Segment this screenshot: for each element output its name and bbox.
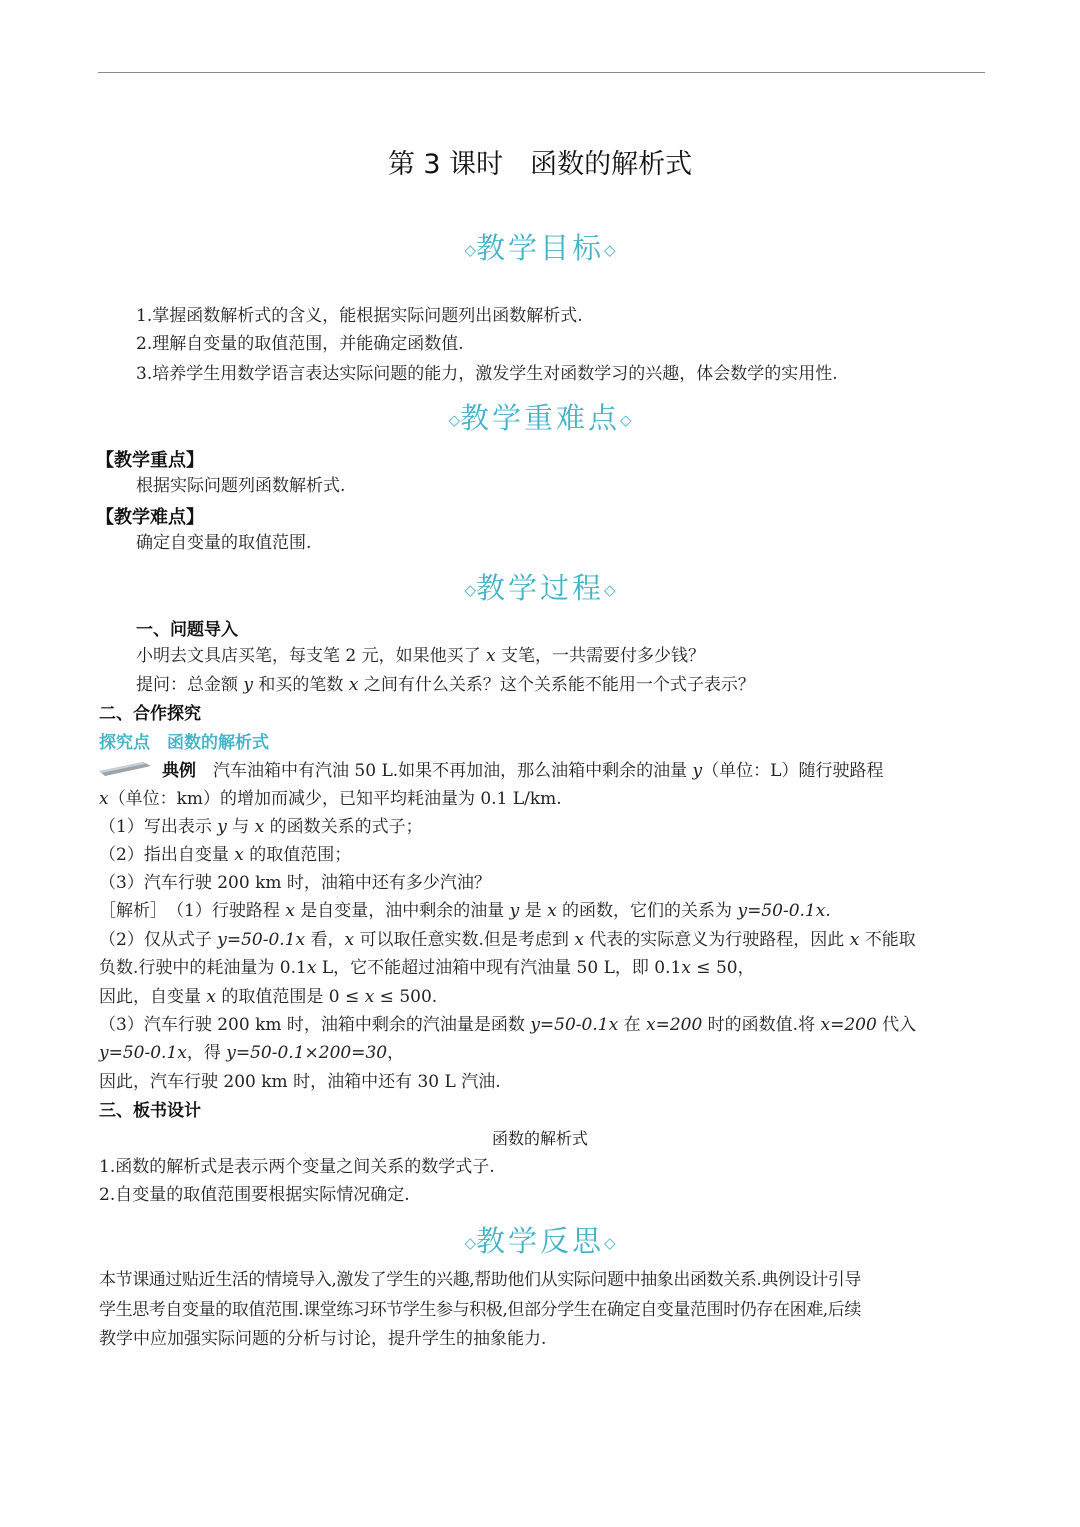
goal-item: 2.理解自变量的取值范围，并能确定函数值. bbox=[136, 334, 464, 354]
section-heading-keypoints: ◇教学重难点◇ bbox=[448, 401, 632, 435]
reflection-line: 教学中应加强实际问题的分析与讨论，提升学生的抽象能力. bbox=[99, 1329, 547, 1349]
example-marker-icon bbox=[99, 762, 151, 776]
diamond-icon: ◇ bbox=[464, 241, 476, 259]
diamond-icon: ◇ bbox=[448, 411, 460, 429]
header-rule bbox=[98, 72, 985, 73]
intro-prompt: 提问：总金额 y 和买的笔数 x 之间有什么关系？这个关系能不能用一个式子表示？ bbox=[136, 675, 755, 695]
answer-2-line-3: 因此，自变量 x 的取值范围是 0 ≤ x ≤ 500. bbox=[99, 987, 438, 1007]
lesson-title: 第 3 课时 函数的解析式 bbox=[387, 149, 693, 180]
board-item: 2.自变量的取值范围要根据实际情况确定. bbox=[99, 1185, 410, 1205]
answer-3-line-2: y=50-0.1x，得 y=50-0.1×200=30， bbox=[99, 1043, 405, 1063]
question-2: （2）指出自变量 x 的取值范围； bbox=[99, 845, 352, 865]
board-title: 函数的解析式 bbox=[491, 1129, 588, 1148]
goal-item: 1.掌握函数解析式的含义，能根据实际问题列出函数解析式. bbox=[136, 306, 583, 326]
goal-item: 3.培养学生用数学语言表达实际问题的能力，激发学生对函数学习的兴趣，体会数学的实用性. bbox=[136, 364, 838, 384]
intro-question: 小明去文具店买笔，每支笔 2 元，如果他买了 x 支笔，一共需要付多少钱？ bbox=[136, 646, 706, 666]
part3-heading: 三、板书设计 bbox=[99, 1101, 201, 1121]
diamond-icon: ◇ bbox=[604, 241, 616, 259]
section-heading-reflection: ◇教学反思◇ bbox=[464, 1224, 616, 1258]
answer-2-line-2: 负数.行驶中的耗油量为 0.1x L，它不能超过油箱中现有汽油量 50 L，即 0.1x ≤ 50， bbox=[99, 958, 755, 978]
diamond-icon: ◇ bbox=[620, 411, 632, 429]
focus-label: 【教学重点】 bbox=[96, 450, 204, 471]
answer-3-line-3: 因此，汽车行驶 200 km 时，油箱中还有 30 L 汽油. bbox=[99, 1072, 501, 1092]
section-heading-process: ◇教学过程◇ bbox=[464, 571, 616, 605]
part1-heading: 一、问题导入 bbox=[136, 620, 238, 640]
explore-point-label: 探究点 函数的解析式 bbox=[99, 733, 269, 753]
difficulty-text: 确定自变量的取值范围. bbox=[136, 533, 312, 553]
question-1: （1）写出表示 y 与 x 的函数关系的式子； bbox=[99, 817, 423, 837]
section-heading-goals: ◇教学目标◇ bbox=[464, 231, 616, 265]
focus-text: 根据实际问题列函数解析式. bbox=[136, 476, 346, 496]
diamond-icon: ◇ bbox=[464, 1234, 476, 1252]
diamond-icon: ◇ bbox=[604, 1234, 616, 1252]
difficulty-label: 【教学难点】 bbox=[96, 507, 204, 528]
answer-2-line-1: （2）仅从式子 y=50-0.1x 看，x 可以取任意实数.但是考虑到 x 代表的实际意义为行驶路程，因此 x 不能取 bbox=[99, 930, 916, 950]
reflection-line: 本节课通过贴近生活的情境导入,激发了学生的兴趣,帮助他们从实际问题中抽象出函数关系.典例设计引导 bbox=[99, 1270, 862, 1290]
diamond-icon: ◇ bbox=[604, 581, 616, 599]
reflection-line: 学生思考自变量的取值范围.课堂练习环节学生参与积极,但部分学生在确定自变量范围时仍存在困难,后续 bbox=[99, 1300, 862, 1320]
question-3: （3）汽车行驶 200 km 时，油箱中还有多少汽油？ bbox=[99, 873, 491, 893]
board-item: 1.函数的解析式是表示两个变量之间关系的数学式子. bbox=[99, 1157, 495, 1177]
answer-1: ［解析］ （1）行驶路程 x 是自变量，油中剩余的油量 y 是 x 的函数，它们的关系为 y=50-0.1x. bbox=[99, 901, 831, 921]
example-line-2: x（单位：km）的增加而减少，已知平均耗油量为 0.1 L/km. bbox=[99, 789, 562, 809]
part2-heading: 二、合作探究 bbox=[99, 704, 201, 724]
example-line-1: 典例 汽车油箱中有汽油 50 L.如果不再加油，那么油箱中剩余的油量 y（单位：L）随行驶路程 bbox=[162, 761, 884, 781]
answer-3-line-1: （3）汽车行驶 200 km 时，油箱中剩余的汽油量是函数 y=50-0.1x 在 x=200 时的函数值.将 x=200 代入 bbox=[99, 1015, 917, 1035]
diamond-icon: ◇ bbox=[464, 581, 476, 599]
